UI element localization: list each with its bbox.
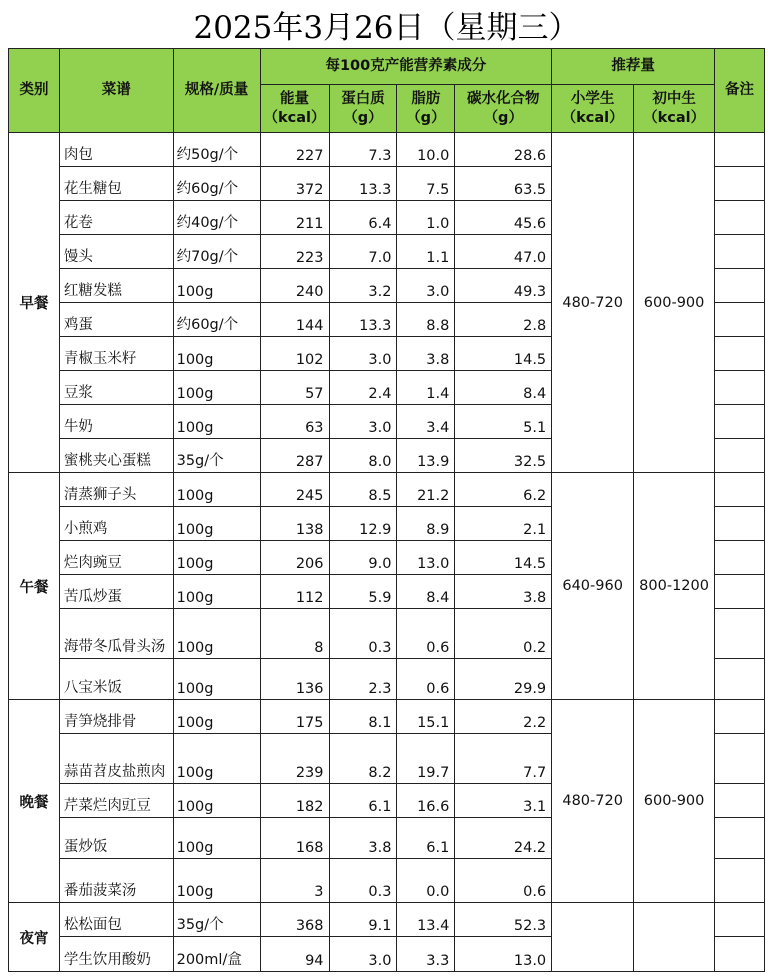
note-cell xyxy=(715,371,765,405)
fat-value: 8.9 xyxy=(397,507,455,541)
dish-spec: 100g xyxy=(173,405,260,439)
energy-value: 287 xyxy=(260,439,329,473)
meal-category: 早餐 xyxy=(9,133,60,473)
dish-name: 蛋炒饭 xyxy=(59,818,173,859)
dish-name: 青椒玉米籽 xyxy=(59,337,173,371)
page-title: 2025年3月26日（星期三） xyxy=(193,9,580,46)
dish-spec: 100g xyxy=(173,473,260,507)
dish-spec: 100g xyxy=(173,734,260,784)
dish-name: 花生糖包 xyxy=(59,167,173,201)
dish-spec: 100g xyxy=(173,609,260,659)
energy-value: 136 xyxy=(260,659,329,700)
energy-value: 144 xyxy=(260,303,329,337)
protein-value: 8.1 xyxy=(329,700,397,734)
dish-spec: 约60g/个 xyxy=(173,303,260,337)
dish-spec: 100g xyxy=(173,700,260,734)
fat-value: 1.0 xyxy=(397,201,455,235)
header-energy: 能量（kcal） xyxy=(260,85,329,133)
primary-recommendation: 480-720 xyxy=(552,133,634,473)
protein-value: 3.0 xyxy=(329,405,397,439)
carb-value: 3.1 xyxy=(455,784,552,818)
carb-value: 0.6 xyxy=(455,859,552,903)
meal-category: 午餐 xyxy=(9,473,60,700)
carb-value: 0.2 xyxy=(455,609,552,659)
fat-value: 8.4 xyxy=(397,575,455,609)
dish-name: 学生饮用酸奶 xyxy=(59,937,173,972)
energy-value: 245 xyxy=(260,473,329,507)
carb-value: 28.6 xyxy=(455,133,552,167)
meal-category: 晚餐 xyxy=(9,700,60,903)
protein-value: 9.1 xyxy=(329,903,397,937)
dish-name: 烂肉豌豆 xyxy=(59,541,173,575)
dish-spec: 约70g/个 xyxy=(173,235,260,269)
protein-value: 0.3 xyxy=(329,609,397,659)
protein-value: 13.3 xyxy=(329,167,397,201)
note-cell xyxy=(715,269,765,303)
carb-value: 14.5 xyxy=(455,337,552,371)
energy-value: 94 xyxy=(260,937,329,972)
dish-spec: 100g xyxy=(173,507,260,541)
carb-value: 45.6 xyxy=(455,201,552,235)
note-cell xyxy=(715,609,765,659)
header-nutrition-group: 每100克产能营养素成分 xyxy=(260,49,552,85)
menu-body xyxy=(9,133,765,972)
header-primary: 小学生（kcal） xyxy=(552,85,634,133)
carb-value: 14.5 xyxy=(455,541,552,575)
carb-value: 3.8 xyxy=(455,575,552,609)
primary-recommendation: 480-720 xyxy=(552,700,634,903)
carb-value: 63.5 xyxy=(455,167,552,201)
energy-value: 182 xyxy=(260,784,329,818)
dish-spec: 100g xyxy=(173,337,260,371)
fat-value: 3.0 xyxy=(397,269,455,303)
carb-value: 29.9 xyxy=(455,659,552,700)
energy-value: 168 xyxy=(260,818,329,859)
energy-value: 372 xyxy=(260,167,329,201)
junior-recommendation: 600-900 xyxy=(634,133,715,473)
carb-value: 2.1 xyxy=(455,507,552,541)
header-fat: 脂肪（g） xyxy=(397,85,455,133)
dish-spec: 约40g/个 xyxy=(173,201,260,235)
dish-name: 松松面包 xyxy=(59,903,173,937)
dish-name: 清蒸狮子头 xyxy=(59,473,173,507)
protein-value: 3.0 xyxy=(329,337,397,371)
header-spec: 规格/质量 xyxy=(173,49,260,133)
fat-value: 3.3 xyxy=(397,937,455,972)
note-cell xyxy=(715,201,765,235)
note-cell xyxy=(715,133,765,167)
fat-value: 19.7 xyxy=(397,734,455,784)
protein-value: 6.1 xyxy=(329,784,397,818)
dish-spec: 约50g/个 xyxy=(173,133,260,167)
header-dish: 菜谱 xyxy=(59,49,173,133)
protein-value: 7.0 xyxy=(329,235,397,269)
energy-value: 8 xyxy=(260,609,329,659)
protein-value: 0.3 xyxy=(329,859,397,903)
note-cell xyxy=(715,784,765,818)
fat-value: 10.0 xyxy=(397,133,455,167)
header-recommend-group: 推荐量 xyxy=(552,49,715,85)
note-cell xyxy=(715,303,765,337)
note-cell xyxy=(715,507,765,541)
dish-name: 鸡蛋 xyxy=(59,303,173,337)
junior-recommendation: 600-900 xyxy=(634,700,715,903)
energy-value: 175 xyxy=(260,700,329,734)
carb-value: 13.0 xyxy=(455,937,552,972)
fat-value: 21.2 xyxy=(397,473,455,507)
dish-name: 蒜苗苕皮盐煎肉 xyxy=(59,734,173,784)
note-cell xyxy=(715,937,765,972)
carb-value: 5.1 xyxy=(455,405,552,439)
energy-value: 138 xyxy=(260,507,329,541)
note-cell xyxy=(715,859,765,903)
carb-value: 52.3 xyxy=(455,903,552,937)
carb-value: 2.2 xyxy=(455,700,552,734)
note-cell xyxy=(715,405,765,439)
dish-name: 红糖发糕 xyxy=(59,269,173,303)
primary-recommendation xyxy=(552,903,634,972)
dish-name: 海带冬瓜骨头汤 xyxy=(59,609,173,659)
fat-value: 0.6 xyxy=(397,609,455,659)
header-category: 类别 xyxy=(9,49,60,133)
fat-value: 3.4 xyxy=(397,405,455,439)
table-row xyxy=(9,473,765,507)
energy-value: 3 xyxy=(260,859,329,903)
carb-value: 6.2 xyxy=(455,473,552,507)
energy-value: 227 xyxy=(260,133,329,167)
fat-value: 6.1 xyxy=(397,818,455,859)
junior-recommendation: 800-1200 xyxy=(634,473,715,700)
dish-name: 青笋烧排骨 xyxy=(59,700,173,734)
dish-spec: 100g xyxy=(173,784,260,818)
meal-category: 夜宵 xyxy=(9,903,60,972)
protein-value: 7.3 xyxy=(329,133,397,167)
note-cell xyxy=(715,575,765,609)
dish-spec: 100g xyxy=(173,371,260,405)
energy-value: 206 xyxy=(260,541,329,575)
fat-value: 8.8 xyxy=(397,303,455,337)
note-cell xyxy=(715,700,765,734)
dish-spec: 约60g/个 xyxy=(173,167,260,201)
fat-value: 16.6 xyxy=(397,784,455,818)
carb-value: 49.3 xyxy=(455,269,552,303)
note-cell xyxy=(715,167,765,201)
protein-value: 8.0 xyxy=(329,439,397,473)
fat-value: 13.4 xyxy=(397,903,455,937)
protein-value: 8.2 xyxy=(329,734,397,784)
energy-value: 211 xyxy=(260,201,329,235)
fat-value: 7.5 xyxy=(397,167,455,201)
dish-spec: 100g xyxy=(173,541,260,575)
protein-value: 6.4 xyxy=(329,201,397,235)
protein-value: 3.8 xyxy=(329,818,397,859)
protein-value: 8.5 xyxy=(329,473,397,507)
energy-value: 102 xyxy=(260,337,329,371)
primary-recommendation: 640-960 xyxy=(552,473,634,700)
protein-value: 2.3 xyxy=(329,659,397,700)
header-note: 备注 xyxy=(715,49,765,133)
energy-value: 223 xyxy=(260,235,329,269)
note-cell xyxy=(715,818,765,859)
dish-name: 八宝米饭 xyxy=(59,659,173,700)
dish-name: 番茄菠菜汤 xyxy=(59,859,173,903)
menu-sheet xyxy=(8,0,765,976)
note-cell xyxy=(715,235,765,269)
note-cell xyxy=(715,541,765,575)
fat-value: 1.4 xyxy=(397,371,455,405)
note-cell xyxy=(715,473,765,507)
dish-spec: 100g xyxy=(173,859,260,903)
protein-value: 3.2 xyxy=(329,269,397,303)
carb-value: 32.5 xyxy=(455,439,552,473)
header-junior: 初中生（kcal） xyxy=(634,85,715,133)
dish-name: 小煎鸡 xyxy=(59,507,173,541)
protein-value: 13.3 xyxy=(329,303,397,337)
dish-spec: 100g xyxy=(173,818,260,859)
protein-value: 12.9 xyxy=(329,507,397,541)
energy-value: 240 xyxy=(260,269,329,303)
carb-value: 24.2 xyxy=(455,818,552,859)
dish-name: 芹菜烂肉豇豆 xyxy=(59,784,173,818)
fat-value: 0.6 xyxy=(397,659,455,700)
energy-value: 368 xyxy=(260,903,329,937)
dish-name: 豆浆 xyxy=(59,371,173,405)
fat-value: 13.9 xyxy=(397,439,455,473)
energy-value: 112 xyxy=(260,575,329,609)
note-cell xyxy=(715,903,765,937)
protein-value: 2.4 xyxy=(329,371,397,405)
dish-spec: 100g xyxy=(173,575,260,609)
note-cell xyxy=(715,439,765,473)
header-carb: 碳水化合物（g） xyxy=(455,85,552,133)
dish-spec: 200ml/盒 xyxy=(173,937,260,972)
dish-name: 馒头 xyxy=(59,235,173,269)
note-cell xyxy=(715,337,765,371)
protein-value: 9.0 xyxy=(329,541,397,575)
table-row xyxy=(9,903,765,937)
fat-value: 13.0 xyxy=(397,541,455,575)
dish-name: 蜜桃夹心蛋糕 xyxy=(59,439,173,473)
carb-value: 47.0 xyxy=(455,235,552,269)
carb-value: 2.8 xyxy=(455,303,552,337)
note-cell xyxy=(715,659,765,700)
dish-name: 苦瓜炒蛋 xyxy=(59,575,173,609)
table-row xyxy=(9,133,765,167)
energy-value: 239 xyxy=(260,734,329,784)
energy-value: 57 xyxy=(260,371,329,405)
carb-value: 7.7 xyxy=(455,734,552,784)
dish-name: 肉包 xyxy=(59,133,173,167)
dish-spec: 100g xyxy=(173,269,260,303)
dish-spec: 35g/个 xyxy=(173,903,260,937)
fat-value: 1.1 xyxy=(397,235,455,269)
fat-value: 15.1 xyxy=(397,700,455,734)
fat-value: 0.0 xyxy=(397,859,455,903)
energy-value: 63 xyxy=(260,405,329,439)
junior-recommendation xyxy=(634,903,715,972)
dish-name: 花卷 xyxy=(59,201,173,235)
protein-value: 3.0 xyxy=(329,937,397,972)
note-cell xyxy=(715,734,765,784)
protein-value: 5.9 xyxy=(329,575,397,609)
table-row xyxy=(9,700,765,734)
nutrition-table xyxy=(8,48,765,972)
header-protein: 蛋白质（g） xyxy=(329,85,397,133)
dish-spec: 100g xyxy=(173,659,260,700)
carb-value: 8.4 xyxy=(455,371,552,405)
fat-value: 3.8 xyxy=(397,337,455,371)
dish-spec: 35g/个 xyxy=(173,439,260,473)
dish-name: 牛奶 xyxy=(59,405,173,439)
